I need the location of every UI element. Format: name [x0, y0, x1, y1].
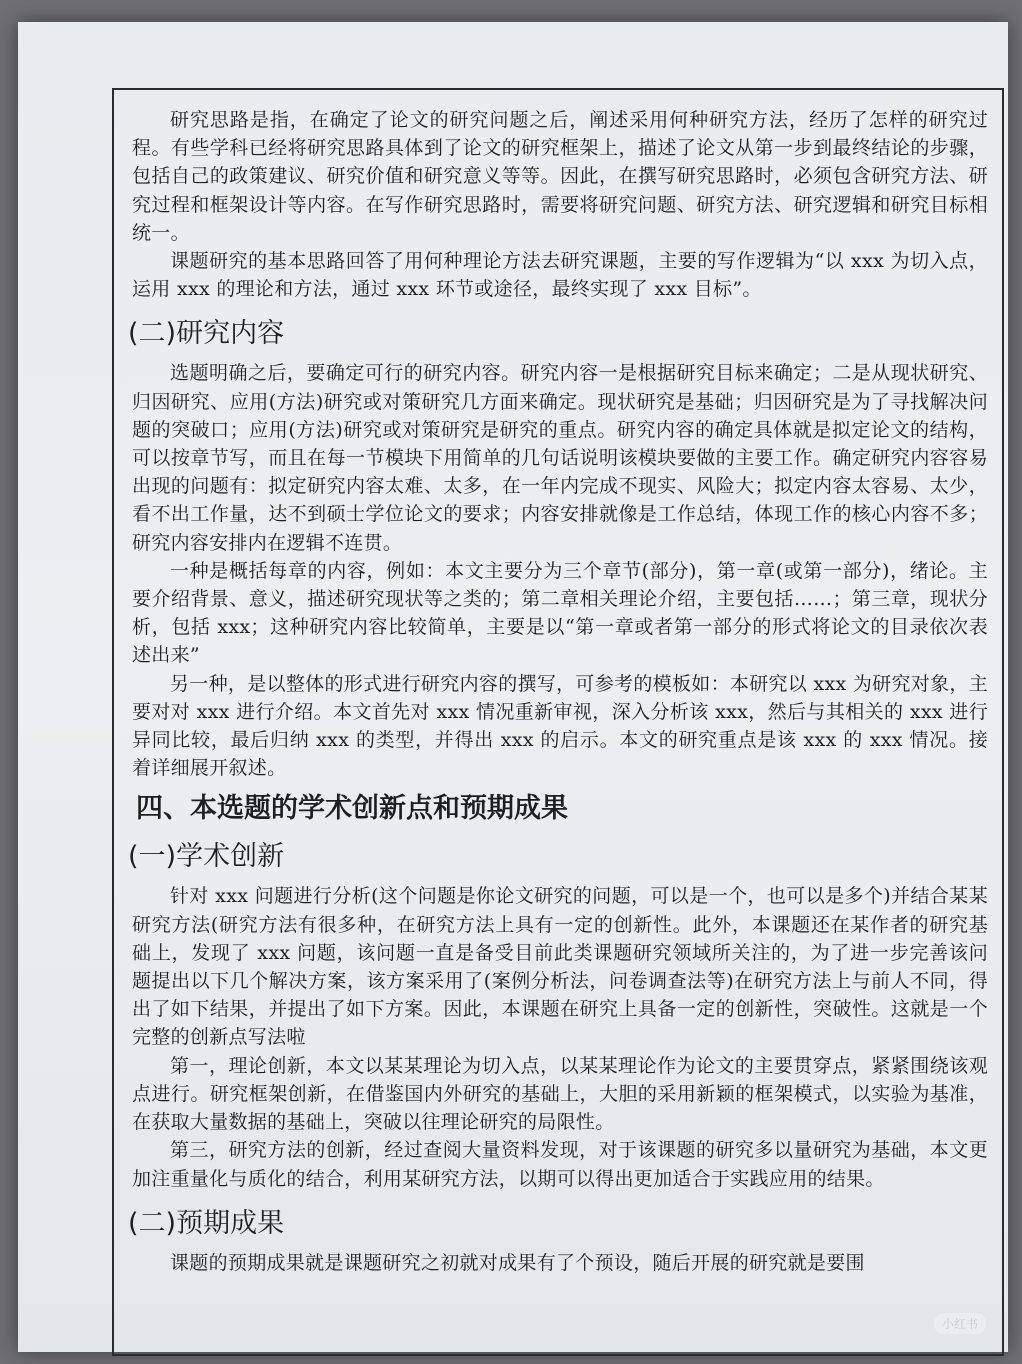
expected-results-paragraph: 课题的预期成果就是课题研究之初就对成果有了个预设，随后开展的研究就是要围	[170, 1251, 865, 1274]
expected-results-heading: (二)预期成果	[128, 1207, 285, 1239]
section-4-heading: 四、本选题的学术创新点和预期成果	[136, 793, 568, 825]
document-sheet	[18, 22, 1008, 1352]
basic-approach-paragraph: 课题研究的基本思路回答了用何种理论方法去研究课题，主要的写作逻辑为“以 xxx 为切入点，运用 xxx 的理论和方法，通过 xxx 环节或途径，最终实现了 xxx 目标”。	[132, 250, 988, 301]
innovation-paragraph-1: 针对 xxx 问题进行分析(这个问题是你论文研究的问题，可以是一个，也可以是多个)并结合某某研究方法(研究方法有很多种，在研究方法上具有一定的创新性。此外，本课题还在某作者的研究基础上，发现了 xxx 问题，该问题一直是备受目前此类课题研究领域所关注的，为了进一步完善该问题提出以下几个解决方案，该方案采用了(案例分析法，问卷调查法等)在研究方法上与前人不同，得出了如下结果，并提出了如下方案。因此，本课题在研究上具备一定的创新性，突破性。这就是一个完整的创新点写法啦	[132, 885, 988, 1049]
research-content-heading: (二)研究内容	[128, 318, 285, 350]
research-content-paragraph-3: 另一种，是以整体的形式进行研究内容的撰写，可参考的模板如：本研究以 xxx 为研究对象，主要对对 xxx 进行介绍。本文首先对 xxx 情况重新审视，深入分析该 xxx，然后与其相关的 xxx 进行异同比较，最后归纳 xxx 的类型，并得出 xxx 的启示。本文的研究重点是该 xxx 的 xxx 情况。接着详细展开叙述。	[132, 672, 988, 780]
proposal-table-cell	[112, 88, 1004, 1356]
watermark-logo: 小红书	[934, 1313, 986, 1334]
research-approach-paragraph: 研究思路是指，在确定了论文的研究问题之后，阐述采用何种研究方法，经历了怎样的研究过程。有些学科已经将研究思路具体到了论文的研究框架上，描述了论文从第一步到最终结论的步骤，包括自己的政策建议、研究价值和研究意义等等。因此，在撰写研究思路时，必须包含研究方法、研究过程和框架设计等内容。在写作研究思路时，需要将研究问题、研究方法、研究逻辑和研究目标相统一。	[132, 109, 988, 244]
research-content-paragraph-2: 一种是概括每章的内容，例如：本文主要分为三个章节(部分)，第一章(或第一部分)，绪论。主要介绍背景、意义，描述研究现状等之类的；第二章相关理论介绍，主要包括……；第三章，现状分析，包括 xxx；这种研究内容比较简单，主要是以“第一章或者第一部分的形式将论文的目录依次表述出来”	[132, 559, 988, 667]
innovation-paragraph-3: 第三，研究方法的创新，经过查阅大量资料发现，对于该课题的研究多以量研究为基础，本文更加注重量化与质化的结合，利用某研究方法，以期可以得出更加适合于实践应用的结果。	[132, 1139, 988, 1190]
innovation-paragraph-2: 第一，理论创新，本文以某某理论为切入点，以某某理论作为论文的主要贯穿点，紧紧围绕该观点进行。研究框架创新，在借鉴国内外研究的基础上，大胆的采用新颖的框架模式，以实验为基准，在获取大量数据的基础上，突破以往理论研究的局限性。	[132, 1054, 988, 1134]
research-content-paragraph-1: 选题明确之后，要确定可行的研究内容。研究内容一是根据研究目标来确定；二是从现状研究、归因研究、应用(方法)研究或对策研究几方面来确定。现状研究是基础；归因研究是为了寻找解决问题的突破口；应用(方法)研究或对策研究是研究的重点。研究内容的确定具体就是拟定论文的结构，可以按章节写，而且在每一节模块下用简单的几句话说明该模块要做的主要工作。确定研究内容容易出现的问题有：拟定研究内容太难、太多，在一年内完成不现实、风险大；拟定内容太容易、太少，看不出工作量，达不到硕士学位论文的要求；内容安排就像是工作总结，体现工作的核心内容不多；研究内容安排内在逻辑不连贯。	[132, 362, 988, 554]
innovation-heading: (一)学术创新	[128, 841, 285, 873]
